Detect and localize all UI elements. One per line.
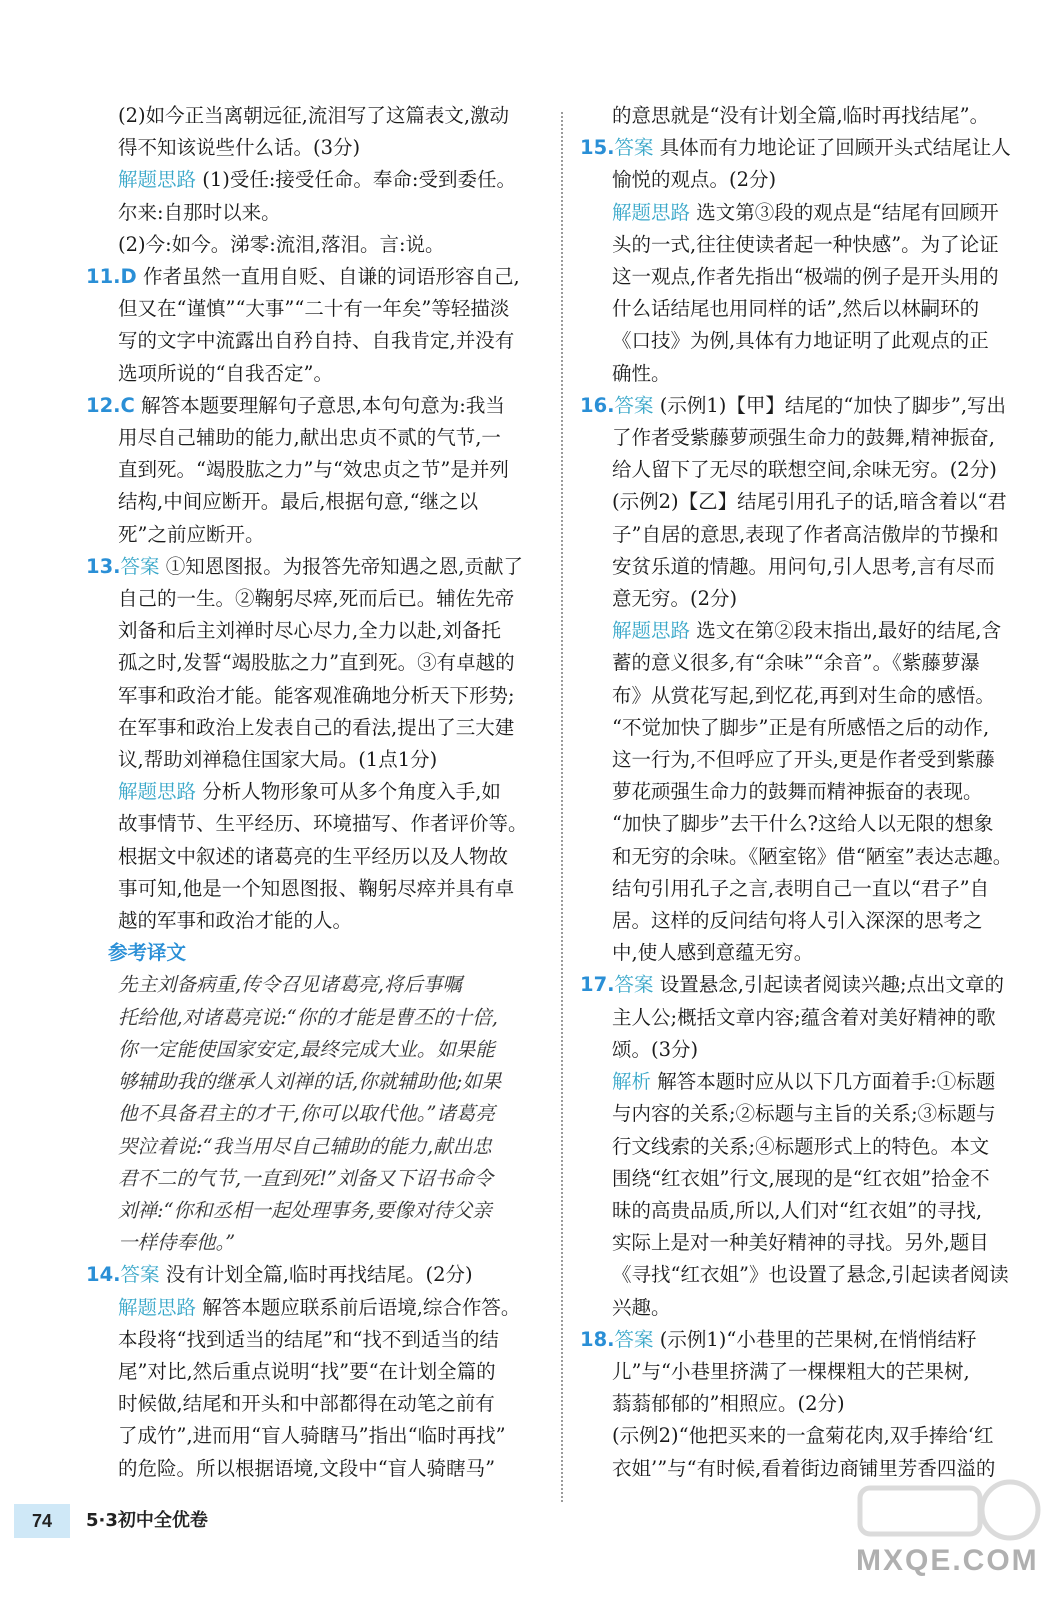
line-text: 够辅助我的继承人刘禅的话,你就辅助他;如果 bbox=[118, 1070, 502, 1094]
text-line bbox=[86, 1227, 546, 1259]
line-text: 子”自居的意思,表现了作者高洁傲岸的节操和 bbox=[612, 522, 999, 546]
line-text: 他不具备君主的才干,你可以取代他。”诸葛亮 bbox=[118, 1102, 495, 1126]
line-text: 越的军事和政治才能的人。 bbox=[118, 909, 353, 933]
text-line bbox=[580, 1420, 1028, 1452]
line-text: 尾”对比,然后重点说明“找”要“在计划全篇的 bbox=[118, 1359, 496, 1383]
text-line bbox=[86, 1324, 546, 1356]
text-line bbox=[580, 1227, 1028, 1259]
line-text: 作者虽然一直用自贬、自谦的词语形容自己, bbox=[142, 265, 520, 289]
question-number: 18. bbox=[580, 1327, 615, 1351]
text-line bbox=[580, 358, 1028, 390]
text-line bbox=[86, 1002, 546, 1034]
line-text: 选文第③段的观点是“结尾有回顾开 bbox=[696, 200, 999, 224]
line-text: 尔来:自那时以来。 bbox=[118, 200, 281, 224]
answer-tag: 解析 bbox=[612, 1070, 652, 1094]
text-line bbox=[86, 873, 546, 905]
column-divider bbox=[561, 112, 563, 1502]
answer-tag: 解题思路 bbox=[612, 200, 691, 224]
text-line bbox=[86, 325, 546, 357]
line-text: 但又在“谨慎”“大事”“二十有一年矣”等轻描淡 bbox=[118, 297, 510, 321]
line-text: 《口技》为例,具体有力地证明了此观点的正 bbox=[612, 329, 989, 353]
text-line bbox=[86, 1453, 546, 1485]
line-text: 愉悦的观点。(2分) bbox=[612, 168, 777, 192]
line-text: 一样侍奉他。” bbox=[118, 1231, 236, 1255]
text-line bbox=[580, 390, 1028, 422]
line-text: 的意思就是“没有计划全篇,临时再找结尾”。 bbox=[612, 104, 990, 127]
line-text: 在军事和政治上发表自己的看法,提出了三大建 bbox=[118, 715, 515, 739]
block-q11 bbox=[86, 261, 546, 390]
line-text: 死”之前应断开。 bbox=[118, 522, 265, 546]
block-q13 bbox=[86, 551, 546, 776]
line-text: 兴趣。 bbox=[612, 1295, 671, 1319]
text-line bbox=[86, 486, 546, 518]
line-text: “不觉加快了脚步”正是有所感悟之后的动作, bbox=[612, 715, 990, 739]
line-text: 刘备和后主刘禅时尽心尽力,全力以赴,刘备托 bbox=[118, 619, 501, 643]
text-line bbox=[580, 229, 1028, 261]
line-text: 直到死。“竭股肱之力”与“效忠贞之节”是并列 bbox=[118, 458, 509, 482]
block-q17 bbox=[580, 969, 1028, 1066]
line-text: 本段将“找到适当的结尾”和“找不到适当的结 bbox=[118, 1327, 499, 1351]
right-column bbox=[580, 100, 1028, 1485]
block-translation bbox=[86, 969, 546, 1259]
text-line bbox=[580, 905, 1028, 937]
text-line bbox=[86, 1420, 546, 1452]
line-text: 确性。 bbox=[612, 361, 671, 385]
answer-tag: 解题思路 bbox=[118, 1295, 197, 1319]
line-text: 选项所说的“自我否定”。 bbox=[118, 361, 333, 385]
text-line bbox=[86, 583, 546, 615]
answer-tag: 答案 bbox=[614, 393, 654, 417]
line-text: 萝花顽强生命力的鼓舞而精神振奋的表现。 bbox=[612, 780, 983, 804]
text-line bbox=[86, 1131, 546, 1163]
text-line bbox=[580, 680, 1028, 712]
page-footer bbox=[0, 1500, 320, 1540]
text-line bbox=[580, 1131, 1028, 1163]
line-text: 头的一式,往往使读者起一种快感”。为了论证 bbox=[612, 232, 999, 256]
line-text: 君不二的气节,一直到死!”刘备又下诏书命令 bbox=[118, 1166, 494, 1190]
text-line bbox=[580, 293, 1028, 325]
text-line bbox=[86, 551, 546, 583]
block-q15 bbox=[580, 132, 1028, 196]
line-text: 布》从赏花写起,到忆花,再到对生命的感悟。 bbox=[612, 683, 995, 707]
line-text: 选文在第②段末指出,最好的结尾,含 bbox=[696, 619, 1002, 643]
line-text: 的危险。所以根据语境,文段中“盲人骑瞎马” bbox=[118, 1456, 496, 1480]
block-q14 bbox=[86, 1259, 546, 1291]
line-text: 托给他,对诸葛亮说:“你的才能是曹丕的十倍, bbox=[118, 1005, 498, 1029]
block-q16 bbox=[580, 390, 1028, 615]
line-text: 你一定能使国家安定,最终完成大业。如果能 bbox=[118, 1037, 495, 1061]
line-text: 用尽自己辅助的能力,献出忠贞不贰的气节,一 bbox=[118, 426, 501, 450]
question-number: 16. bbox=[580, 393, 615, 417]
line-text: 和无穷的余味。《陋室铭》借“陋室”表达志趣。 bbox=[612, 844, 1013, 868]
line-text: 解答本题应联系前后语境,综合作答。 bbox=[202, 1295, 521, 1319]
line-text: 自己的一生。②鞠躬尽瘁,死而后已。辅佐先帝 bbox=[118, 587, 515, 611]
text-line bbox=[580, 325, 1028, 357]
text-line bbox=[580, 1034, 1028, 1066]
line-text: 哭泣着说:“我当用尽自己辅助的能力,献出忠 bbox=[118, 1134, 492, 1158]
line-text: 结构,中间应断开。最后,根据句意,“继之以 bbox=[118, 490, 479, 514]
text-line bbox=[580, 1356, 1028, 1388]
line-text: 颂。(3分) bbox=[612, 1037, 699, 1061]
reference-translation-heading: 参考译文 bbox=[108, 941, 187, 965]
text-line bbox=[86, 1259, 546, 1291]
text-line bbox=[86, 1195, 546, 1227]
answer-tag: 解题思路 bbox=[612, 619, 691, 643]
answer-tag: 答案 bbox=[614, 136, 654, 160]
line-text: 结句引用孔子之言,表明自己一直以“君子”自 bbox=[612, 876, 990, 900]
text-line bbox=[580, 712, 1028, 744]
text-line bbox=[86, 261, 546, 293]
text-line bbox=[86, 1163, 546, 1195]
text-line bbox=[580, 551, 1028, 583]
text-line bbox=[86, 841, 546, 873]
block-q18 bbox=[580, 1324, 1028, 1485]
line-text: ①知恩图报。为报答先帝知遇之恩,贡献了 bbox=[165, 554, 523, 578]
block-q17-analysis bbox=[580, 1066, 1028, 1324]
line-text: 解答本题时应从以下几方面着手:①标题 bbox=[657, 1070, 996, 1094]
text-line bbox=[86, 1388, 546, 1420]
answer-tag: 解题思路 bbox=[118, 780, 197, 804]
text-line bbox=[86, 293, 546, 325]
text-line bbox=[86, 100, 546, 132]
answer-tag: 答案 bbox=[614, 1327, 654, 1351]
line-text: 居。这样的反问结句将人引入深深的思考之 bbox=[612, 909, 983, 933]
block-q16-analysis bbox=[580, 615, 1028, 969]
line-text: 得不知该说些什么话。(3分) bbox=[118, 136, 361, 160]
line-text: 议,帮助刘禅稳住国家大局。(1点1分) bbox=[118, 748, 438, 772]
text-line bbox=[580, 937, 1028, 969]
block-q15-analysis bbox=[580, 197, 1028, 390]
question-number: 15. bbox=[580, 136, 615, 160]
line-text: (2)如今正当离朝远征,流泪写了这篇表文,激动 bbox=[118, 104, 510, 127]
line-text: 没有计划全篇,临时再找结尾。(2分) bbox=[165, 1263, 473, 1287]
block-ref-title bbox=[86, 937, 546, 969]
line-text: 根据文中叙述的诸葛亮的生平经历以及人物故 bbox=[118, 844, 509, 868]
line-text: (示例2)“他把买来的一盒菊花肉,双手捧给‘红 bbox=[612, 1424, 994, 1448]
block-q14-analysis bbox=[86, 1292, 546, 1485]
text-line bbox=[86, 744, 546, 776]
line-text: 这一行为,不但呼应了开头,更是作者受到紫藤 bbox=[612, 748, 995, 772]
answer-tag: 答案 bbox=[120, 554, 160, 578]
text-line bbox=[580, 1163, 1028, 1195]
text-line bbox=[580, 1259, 1028, 1291]
line-text: 与内容的关系;②标题与主旨的关系;③标题与 bbox=[612, 1102, 996, 1126]
text-line bbox=[580, 583, 1028, 615]
text-line bbox=[580, 261, 1028, 293]
text-line bbox=[580, 1098, 1028, 1130]
text-line bbox=[86, 358, 546, 390]
text-line bbox=[580, 100, 1028, 132]
page-number: 74 bbox=[14, 1504, 70, 1538]
line-text: 先主刘备病重,传令召见诸葛亮,将后事嘱 bbox=[118, 973, 462, 997]
text-line bbox=[86, 1066, 546, 1098]
line-text: 中,使人感到意蕴无穷。 bbox=[612, 941, 814, 965]
line-text: 这一观点,作者先指出“极端的例子是开头用的 bbox=[612, 265, 999, 289]
line-text: 意无穷。(2分) bbox=[612, 587, 738, 611]
text-line bbox=[580, 486, 1028, 518]
question-number: 11.D bbox=[86, 265, 137, 289]
line-text: 围绕“红衣姐”行文,展现的是“红衣姐”拾金不 bbox=[612, 1166, 990, 1190]
text-line bbox=[86, 454, 546, 486]
line-text: 故事情节、生平经历、环境描写、作者评价等。 bbox=[118, 812, 528, 836]
text-line bbox=[86, 615, 546, 647]
line-text: (2)今:如今。涕零:流泪,落泪。言:说。 bbox=[118, 232, 445, 256]
text-line bbox=[580, 519, 1028, 551]
line-text: (示例1)“小巷里的芒果树,在悄悄结籽 bbox=[659, 1327, 977, 1351]
line-text: 具体而有力地论证了回顾开头式结尾让人 bbox=[659, 136, 1011, 160]
line-text: 什么话结尾也用同样的话”,然后以林嗣环的 bbox=[612, 297, 980, 321]
text-line bbox=[86, 1098, 546, 1130]
line-text: 写的文字中流露出自矜自持、自我肯定,并没有 bbox=[118, 329, 515, 353]
text-line bbox=[86, 422, 546, 454]
question-number: 17. bbox=[580, 973, 615, 997]
text-line bbox=[580, 1195, 1028, 1227]
line-text: 衣姐’”与“有时候,看着街边商铺里芳香四溢的 bbox=[612, 1456, 996, 1480]
line-text: 时候做,结尾和开头和中部都得在动笔之前有 bbox=[118, 1392, 495, 1416]
line-text: 蓄的意义很多,有“余味”“余音”。《紫藤萝瀑 bbox=[612, 651, 980, 675]
text-line bbox=[86, 132, 546, 164]
watermark-text: MXQE.COM bbox=[856, 1544, 1039, 1577]
text-line bbox=[86, 164, 546, 196]
text-line bbox=[580, 647, 1028, 679]
text-line bbox=[580, 1324, 1028, 1356]
text-line bbox=[580, 1292, 1028, 1324]
line-text: “加快了脚步”去干什么?这给人以无限的想象 bbox=[612, 812, 994, 836]
text-line bbox=[580, 1388, 1028, 1420]
line-text: 行文线索的关系;④标题形式上的特色。本文 bbox=[612, 1134, 990, 1158]
text-line bbox=[580, 744, 1028, 776]
answer-tag: 答案 bbox=[120, 1263, 160, 1287]
text-line bbox=[580, 776, 1028, 808]
line-text: 了作者受紫藤萝顽强生命力的鼓舞,精神振奋, bbox=[612, 426, 995, 450]
question-number: 12.C bbox=[86, 393, 135, 417]
text-line bbox=[580, 873, 1028, 905]
line-text: 事可知,他是一个知恩图报、鞠躬尽瘁并具有卓 bbox=[118, 876, 515, 900]
text-line bbox=[580, 1066, 1028, 1098]
text-line bbox=[580, 808, 1028, 840]
block-q13-analysis bbox=[86, 776, 546, 937]
question-number: 14. bbox=[86, 1263, 121, 1287]
text-line bbox=[580, 132, 1028, 164]
text-line bbox=[86, 197, 546, 229]
text-line bbox=[580, 969, 1028, 1001]
line-text: 了成竹”,进而用“盲人骑瞎马”指出“临时再找” bbox=[118, 1424, 506, 1448]
text-line bbox=[86, 1292, 546, 1324]
text-line bbox=[86, 1034, 546, 1066]
text-line bbox=[86, 229, 546, 261]
text-line bbox=[580, 615, 1028, 647]
book-title: 5·3初中全优卷 bbox=[86, 1510, 208, 1531]
text-line bbox=[86, 680, 546, 712]
line-text: 蓊蓊郁郁的”相照应。(2分) bbox=[612, 1392, 845, 1416]
text-line bbox=[86, 390, 546, 422]
text-line bbox=[86, 808, 546, 840]
line-text: 给人留下了无尽的联想空间,余味无穷。(2分) bbox=[612, 458, 997, 482]
line-text: 《寻找“红衣姐”》也设置了悬念,引起读者阅读 bbox=[612, 1263, 1009, 1287]
text-line bbox=[86, 647, 546, 679]
answer-tag: 解题思路 bbox=[118, 168, 197, 192]
text-line bbox=[86, 969, 546, 1001]
line-text: 军事和政治才能。能客观准确地分析天下形势; bbox=[118, 683, 515, 707]
question-number: 13. bbox=[86, 554, 121, 578]
text-line bbox=[580, 841, 1028, 873]
line-text: 设置悬念,引起读者阅读兴趣;点出文章的 bbox=[659, 973, 1005, 997]
text-line bbox=[86, 776, 546, 808]
answer-tag: 答案 bbox=[614, 973, 654, 997]
text-line bbox=[86, 712, 546, 744]
text-line bbox=[86, 519, 546, 551]
text-line bbox=[86, 1356, 546, 1388]
text-line bbox=[580, 1002, 1028, 1034]
line-text: (示例2)【乙】结尾引用孔子的话,暗含着以“君 bbox=[612, 490, 1007, 514]
line-text: 儿”与“小巷里挤满了一棵棵粗大的芒果树, bbox=[612, 1359, 970, 1383]
text-line bbox=[580, 422, 1028, 454]
left-column bbox=[86, 100, 546, 1485]
line-text: 刘禅:“你和丞相一起处理事务,要像对待父亲 bbox=[118, 1198, 492, 1222]
text-line bbox=[580, 197, 1028, 229]
block-q14-cont bbox=[580, 100, 1028, 132]
text-line bbox=[86, 905, 546, 937]
block-q12 bbox=[86, 390, 546, 551]
block-q10-analysis bbox=[86, 164, 546, 261]
line-text: 分析人物形象可从多个角度入手,如 bbox=[202, 780, 501, 804]
text-line bbox=[580, 164, 1028, 196]
line-text: 孤之时,发誓“竭股肱之力”直到死。③有卓越的 bbox=[118, 651, 515, 675]
line-text: 安贫乐道的情趣。用问句,引人思考,言有尽而 bbox=[612, 554, 995, 578]
line-text: 昧的高贵品质,所以,人们对“红衣姐”的寻找, bbox=[612, 1198, 983, 1222]
line-text: (1)受任:接受任命。奉命:受到委任。 bbox=[202, 168, 516, 192]
line-text: (示例1)【甲】结尾的“加快了脚步”,写出 bbox=[659, 393, 1007, 417]
line-text: 实际上是对一种美好精神的寻找。另外,题目 bbox=[612, 1231, 989, 1255]
line-text: 解答本题要理解句子意思,本句句意为:我当 bbox=[141, 393, 505, 417]
line-text: 主人公;概括文章内容;蕴含着对美好精神的歌 bbox=[612, 1005, 996, 1029]
block-q10-cont bbox=[86, 100, 546, 164]
text-line bbox=[580, 454, 1028, 486]
